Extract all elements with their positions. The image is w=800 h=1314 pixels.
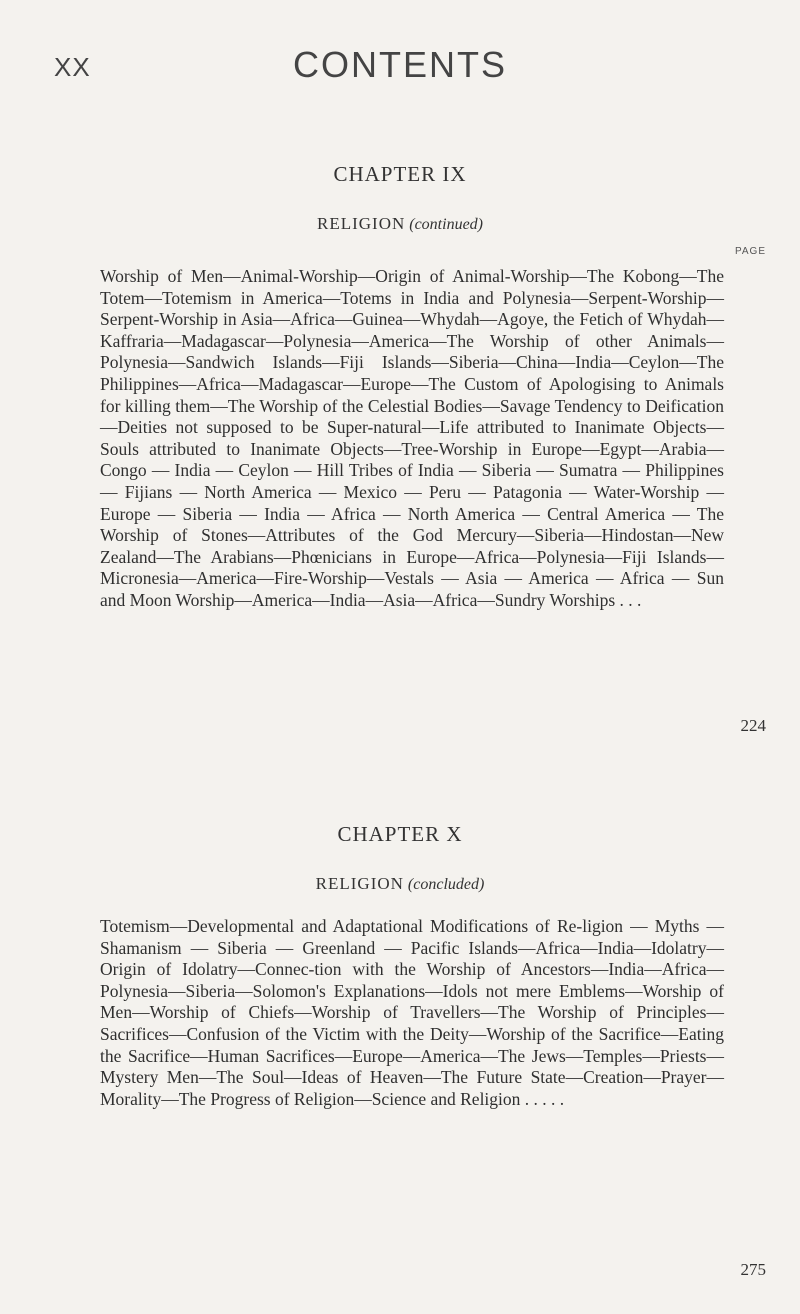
subject-status: (continued) — [409, 216, 483, 233]
page-number: XX — [54, 52, 91, 82]
chapter-subject — [0, 874, 800, 894]
subject-label: RELIGION — [315, 874, 404, 893]
chapter-heading: CHAPTER X — [337, 822, 463, 846]
page-column-label: PAGE — [734, 246, 766, 257]
subject-status: (concluded) — [407, 876, 485, 893]
subject-label: RELIGION — [316, 214, 406, 233]
chapter-subject — [0, 214, 800, 234]
chapter-summary: Worship of Men—Animal-Worship—Origin of Animal-Worship—The Kobong—The Totem—Totemism in America—Totems in India and Polynesia—Serpent-Worship—Serpent-Worship in Asia—Africa—Guinea—Whydah—Agoye, the Fetich of Whydah—Kaffraria—Madagascar—Polynesia—America—The Worship of other Animals—Polynesia—Sandwich Islands—Fiji Islands—Siberia—China—India—Ceylon—The Philippines—Africa—Madagascar—Europe—The Custom of Apologising to Animals for killing them—The Worship of the Celestial Bodies—Savage Tendency to Deification—Deities not supposed to be Super-natural—Life attributed to Inanimate Objects—Souls attributed to Inanimate Objects—Tree-Worship in Europe—Egypt—Arabia—Congo — India — Ceylon — Hill Tribes of India — Siberia — Sumatra — Philippines — Fijians — North America — Mexico — Peru — Patagonia — Water-Worship — Europe — Siberia — India — Africa — North America — Central America — The Worship of Stones—Attributes of the God Mercury—Siberia—Hindostan—New Zealand—The Arabians—Phœnicians in Europe—Africa—Polynesia—Fiji Islands—Micronesia—America—Fire-Worship—Vestals — Asia — America — Africa — Sun and Moon Worship—America—India—Asia—Africa—Sundry Worships . . . — [100, 266, 724, 610]
chapter-summary: Totemism—Developmental and Adaptational Modifications of Re-ligion — Myths — Shamanism — Siberia — Greenland — Pacific Islands—Africa—India—Idolatry—Origin of Idolatry—Connec-tion with the Worship of Ancestors—India—Africa—Polynesia—Siberia—Solomon's Explanations—Idols not mere Emblems—Worship of Men—Worship of Chiefs—Worship of Travellers—The Worship of Principles—Sacrifices—Confusion of the Victim with the Deity—Worship of the Sacrifice—Eating the Sacrifice—Human Sacrifices—Europe—America—The Jews—Temples—Priests—Mystery Men—The Soul—Ideas of Heaven—The Future State—Creation—Prayer—Morality—The Progress of Religion—Science and Religion . . . . . — [100, 916, 724, 1109]
chapter-page-number: 224 — [740, 716, 766, 735]
chapter-heading: CHAPTER IX — [333, 162, 467, 186]
chapter-page-number: 275 — [740, 1260, 766, 1279]
page-title: CONTENTS — [293, 44, 507, 85]
